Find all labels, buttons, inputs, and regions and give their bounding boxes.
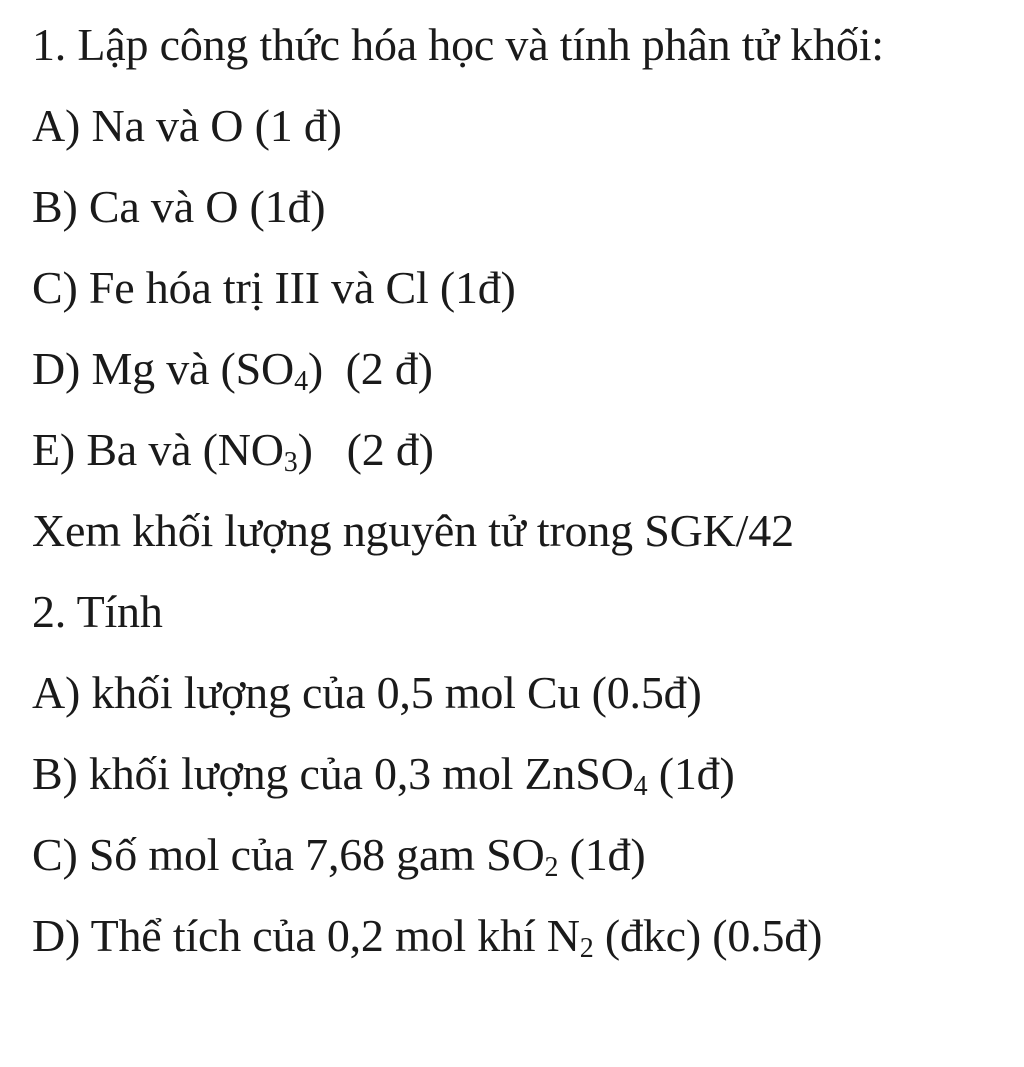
- section2-item-a: A) khối lượng của 0,5 mol Cu (0.5đ): [32, 667, 702, 718]
- section1-heading: 1. Lập công thức hóa học và tính phân tử khối:: [32, 19, 884, 70]
- section1-item-c: C) Fe hóa trị III và Cl (1đ): [32, 262, 516, 313]
- section2-item-b: B) khối lượng của 0,3 mol ZnSO$_4$ (1đ): [32, 748, 735, 802]
- subscript: 4: [633, 771, 648, 802]
- subscript: 2: [579, 933, 594, 964]
- subscript: 3: [283, 447, 298, 478]
- section2-heading: 2. Tính: [32, 586, 163, 637]
- subscript: 4: [294, 366, 308, 397]
- section1-item-a: A) Na và O (1 đ): [32, 100, 342, 151]
- section2-item-c: C) Số mol của 7,68 gam $SO_2$ (1đ): [32, 829, 646, 883]
- section1-item-e: E) Ba và $(NO_3)$ (2 đ): [32, 424, 434, 478]
- worksheet: [32, 19, 1012, 994]
- section2-item-d: D) Thể tích của 0,2 mol khí $N_2$ (đkc) (0.5đ): [32, 910, 823, 964]
- section1-item-d: D) Mg và $(SO_4)$ (2 đ): [32, 343, 433, 397]
- subscript: 2: [544, 852, 559, 883]
- section1-item-b: B) Ca và O (1đ): [32, 181, 326, 232]
- section1-note: Xem khối lượng nguyên tử trong SGK/42: [32, 505, 794, 556]
